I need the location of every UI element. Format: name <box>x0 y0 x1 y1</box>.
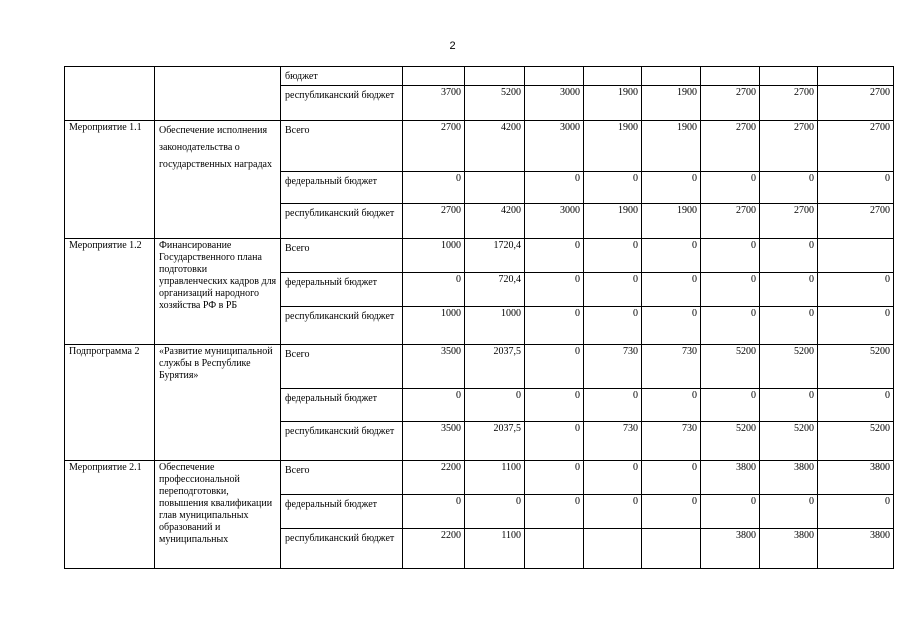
amount-cell: 3000 <box>525 204 584 239</box>
amount-cell: 0 <box>760 273 818 307</box>
amount-cell: 2037,5 <box>465 422 525 461</box>
funding-source-cell: Всего <box>281 121 403 172</box>
amount-cell: 0 <box>403 273 465 307</box>
amount-cell: 0 <box>642 172 701 204</box>
table-row <box>65 121 894 172</box>
funding-source-cell: республиканский бюджет <box>281 86 403 121</box>
funding-source-cell: республиканский бюджет <box>281 204 403 239</box>
budget-table-body <box>65 67 894 569</box>
amount-cell: 4200 <box>465 121 525 172</box>
amount-cell <box>525 529 584 569</box>
amount-cell: 2700 <box>818 204 894 239</box>
measure-name-cell: Финансирование Государственного плана подготовки управленческих кадров для организаций народного хозяйства РФ в РБ <box>155 239 281 345</box>
amount-cell: 2700 <box>760 86 818 121</box>
amount-cell: 730 <box>642 422 701 461</box>
program-cell: Подпрограмма 2 <box>65 345 155 461</box>
amount-cell: 0 <box>818 389 894 422</box>
amount-cell: 0 <box>701 239 760 273</box>
amount-cell: 1900 <box>642 204 701 239</box>
amount-cell: 0 <box>525 172 584 204</box>
amount-cell: 2200 <box>403 529 465 569</box>
program-cell: Мероприятие 1.1 <box>65 121 155 239</box>
measure-name-cell: Обеспечение исполнения законодательства о государственных наградах <box>155 121 281 239</box>
amount-cell: 0 <box>403 495 465 529</box>
amount-cell <box>465 172 525 204</box>
amount-cell: 1000 <box>403 307 465 345</box>
funding-source-cell: федеральный бюджет <box>281 495 403 529</box>
amount-cell: 5200 <box>701 422 760 461</box>
amount-cell: 3800 <box>760 529 818 569</box>
program-cell: Мероприятие 1.2 <box>65 239 155 345</box>
amount-cell: 5200 <box>465 86 525 121</box>
amount-cell: 730 <box>584 422 642 461</box>
funding-source-cell: бюджет <box>281 67 403 86</box>
amount-cell: 0 <box>584 307 642 345</box>
funding-source-cell: республиканский бюджет <box>281 529 403 569</box>
amount-cell: 0 <box>465 495 525 529</box>
amount-cell: 5200 <box>818 422 894 461</box>
measure-name-cell: Обеспечение профессиональной переподготовки, повышения квалификации глав муниципальных образований и муниципальных <box>155 461 281 569</box>
amount-cell: 3800 <box>701 461 760 495</box>
funding-source-cell: Всего <box>281 461 403 495</box>
amount-cell <box>584 529 642 569</box>
amount-cell: 3500 <box>403 422 465 461</box>
page-number: 2 <box>449 40 456 52</box>
measure-name-cell: «Развитие муниципальной службы в Республике Бурятия» <box>155 345 281 461</box>
funding-source-cell: федеральный бюджет <box>281 273 403 307</box>
amount-cell: 0 <box>584 461 642 495</box>
amount-cell: 2700 <box>701 121 760 172</box>
amount-cell: 0 <box>818 307 894 345</box>
program-cell: Мероприятие 2.1 <box>65 461 155 569</box>
amount-cell: 0 <box>818 495 894 529</box>
amount-cell: 1100 <box>465 529 525 569</box>
amount-cell: 0 <box>818 273 894 307</box>
table-row <box>65 239 894 273</box>
amount-cell: 3800 <box>818 529 894 569</box>
amount-cell: 0 <box>525 389 584 422</box>
amount-cell <box>465 67 525 86</box>
amount-cell: 0 <box>760 495 818 529</box>
amount-cell <box>760 67 818 86</box>
funding-source-cell: республиканский бюджет <box>281 307 403 345</box>
amount-cell: 0 <box>525 495 584 529</box>
amount-cell: 1900 <box>584 204 642 239</box>
amount-cell: 2700 <box>760 204 818 239</box>
amount-cell: 0 <box>584 172 642 204</box>
amount-cell: 0 <box>525 307 584 345</box>
amount-cell <box>818 239 894 273</box>
amount-cell: 0 <box>760 239 818 273</box>
amount-cell: 1000 <box>403 239 465 273</box>
funding-source-cell: Всего <box>281 239 403 273</box>
amount-cell <box>403 67 465 86</box>
amount-cell: 0 <box>584 239 642 273</box>
amount-cell: 0 <box>701 307 760 345</box>
amount-cell: 0 <box>642 239 701 273</box>
amount-cell: 3800 <box>760 461 818 495</box>
amount-cell: 2700 <box>818 121 894 172</box>
amount-cell <box>818 67 894 86</box>
amount-cell <box>701 67 760 86</box>
amount-cell: 0 <box>760 389 818 422</box>
amount-cell: 3700 <box>403 86 465 121</box>
amount-cell: 0 <box>403 172 465 204</box>
amount-cell: 3800 <box>701 529 760 569</box>
amount-cell: 720,4 <box>465 273 525 307</box>
program-cell <box>65 67 155 121</box>
amount-cell: 5200 <box>818 345 894 389</box>
amount-cell: 2700 <box>403 204 465 239</box>
amount-cell: 0 <box>701 495 760 529</box>
amount-cell: 0 <box>525 273 584 307</box>
amount-cell: 0 <box>642 461 701 495</box>
amount-cell: 0 <box>465 389 525 422</box>
amount-cell: 1000 <box>465 307 525 345</box>
measure-name-cell <box>155 67 281 121</box>
amount-cell: 2700 <box>701 204 760 239</box>
amount-cell: 2700 <box>701 86 760 121</box>
amount-cell: 0 <box>818 172 894 204</box>
amount-cell: 0 <box>760 307 818 345</box>
amount-cell: 1900 <box>584 86 642 121</box>
amount-cell: 0 <box>584 389 642 422</box>
amount-cell: 0 <box>525 461 584 495</box>
amount-cell: 2037,5 <box>465 345 525 389</box>
amount-cell: 730 <box>584 345 642 389</box>
amount-cell: 5200 <box>701 345 760 389</box>
table-row <box>65 345 894 389</box>
amount-cell: 1720,4 <box>465 239 525 273</box>
amount-cell: 1100 <box>465 461 525 495</box>
amount-cell: 2700 <box>818 86 894 121</box>
amount-cell <box>642 529 701 569</box>
amount-cell: 730 <box>642 345 701 389</box>
amount-cell: 0 <box>525 345 584 389</box>
funding-source-cell: Всего <box>281 345 403 389</box>
amount-cell: 0 <box>701 273 760 307</box>
amount-cell: 0 <box>403 389 465 422</box>
table-row <box>65 67 894 86</box>
amount-cell: 2700 <box>760 121 818 172</box>
amount-cell <box>642 67 701 86</box>
amount-cell: 0 <box>642 389 701 422</box>
amount-cell: 0 <box>760 172 818 204</box>
amount-cell: 1900 <box>584 121 642 172</box>
amount-cell: 3800 <box>818 461 894 495</box>
amount-cell: 0 <box>642 307 701 345</box>
amount-cell: 0 <box>701 172 760 204</box>
amount-cell: 0 <box>642 495 701 529</box>
amount-cell <box>584 67 642 86</box>
amount-cell <box>525 67 584 86</box>
amount-cell: 3500 <box>403 345 465 389</box>
amount-cell: 0 <box>525 239 584 273</box>
amount-cell: 0 <box>701 389 760 422</box>
amount-cell: 0 <box>642 273 701 307</box>
amount-cell: 0 <box>584 495 642 529</box>
amount-cell: 5200 <box>760 345 818 389</box>
amount-cell: 1900 <box>642 121 701 172</box>
table-row <box>65 461 894 495</box>
amount-cell: 0 <box>525 422 584 461</box>
amount-cell: 4200 <box>465 204 525 239</box>
funding-source-cell: федеральный бюджет <box>281 389 403 422</box>
amount-cell: 3000 <box>525 121 584 172</box>
budget-table <box>64 66 894 569</box>
funding-source-cell: республиканский бюджет <box>281 422 403 461</box>
funding-source-cell: федеральный бюджет <box>281 172 403 204</box>
amount-cell: 2200 <box>403 461 465 495</box>
amount-cell: 2700 <box>403 121 465 172</box>
amount-cell: 0 <box>584 273 642 307</box>
amount-cell: 3000 <box>525 86 584 121</box>
amount-cell: 1900 <box>642 86 701 121</box>
amount-cell: 5200 <box>760 422 818 461</box>
